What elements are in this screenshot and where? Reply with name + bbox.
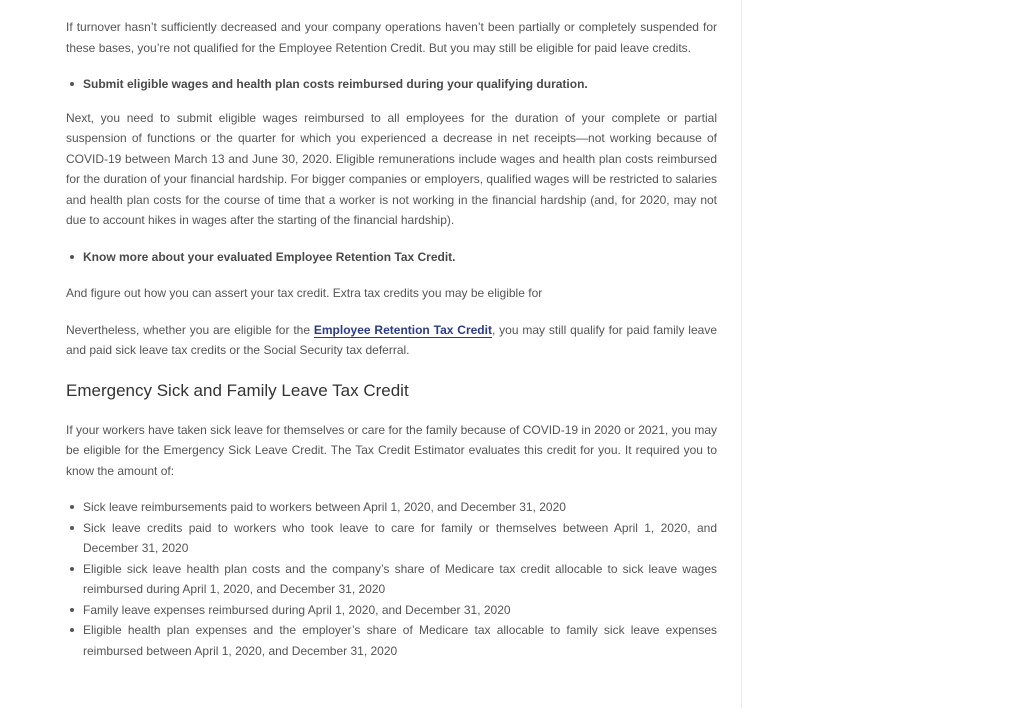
figure-paragraph: And figure out how you can assert your tax credit. Extra tax credits you may be eligible for: [66, 286, 543, 300]
list-item: Sick leave reimbursements paid to workers between April 1, 2020, and December 31, 2020: [83, 497, 717, 518]
article-body: [66, 17, 717, 661]
sidebar-divider: [741, 0, 742, 708]
list-item: Eligible sick leave health plan costs and the company’s share of Medicare tax credit allocable to sick leave wages reimbursed during April 1, 2020, and December 31, 2020: [83, 559, 717, 600]
list-item: Family leave expenses reimbursed during April 1, 2020, and December 31, 2020: [83, 600, 717, 621]
emergency-leave-heading: Emergency Sick and Family Leave Tax Credit: [66, 380, 409, 400]
know-bullet: Know more about your evaluated Employee Retention Tax Credit.: [83, 247, 717, 268]
intro-paragraph: If turnover hasn’t sufficiently decreased and your company operations haven’t been partially or completely suspended for these bases, you’re not qualified for the Employee Retention Credit. But you may still be eligible for paid leave credits.: [66, 20, 717, 55]
submit-bullet-list: [66, 74, 717, 95]
submit-bullet: Submit eligible wages and health plan costs reimbursed during your qualifying duration.: [83, 74, 717, 95]
nevertheless-text-after: , you may still qualify for paid family leave and paid sick leave tax credits or the Social Security tax deferral.: [66, 322, 717, 357]
next-paragraph: Next, you need to submit eligible wages reimbursed to all employees for the duration of your complete or partial suspension of functions or the quarter for which you experienced a decrease in net receipts—not working because of COVID-19 between March 13 and June 30, 2020. Eligible remunerations include wages and health plan costs reimbursed for the duration of your financial hardship. For bigger companies or employers, qualified wages will be restricted to salaries and health plan costs for the course of time that a worker is not working in the financial hardship (and, for 2020, may not due to account hikes in wages after the starting of the financial hardship).: [66, 110, 717, 227]
nevertheless-paragraph: [66, 320, 717, 361]
list-item: Eligible health plan expenses and the employer’s share of Medicare tax allocable to family sick leave expenses reimbursed between April 1, 2020, and December 31, 2020: [83, 620, 717, 661]
nevertheless-text-before: Nevertheless, whether you are eligible for the: [66, 322, 314, 337]
workers-paragraph: If your workers have taken sick leave for themselves or care for the family because of COVID-19 in 2020 or 2021, you may be eligible for the Emergency Sick Leave Credit. The Tax Credit Estimator evaluates this credit for you. It required you to know the amount of:: [66, 422, 717, 478]
employee-retention-tax-credit-link[interactable]: Employee Retention Tax Credit: [313, 322, 492, 337]
amounts-list: [66, 497, 717, 661]
list-item: Sick leave credits paid to workers who took leave to care for family or themselves between April 1, 2020, and December 31, 2020: [83, 518, 717, 559]
know-bullet-list: [66, 247, 717, 268]
